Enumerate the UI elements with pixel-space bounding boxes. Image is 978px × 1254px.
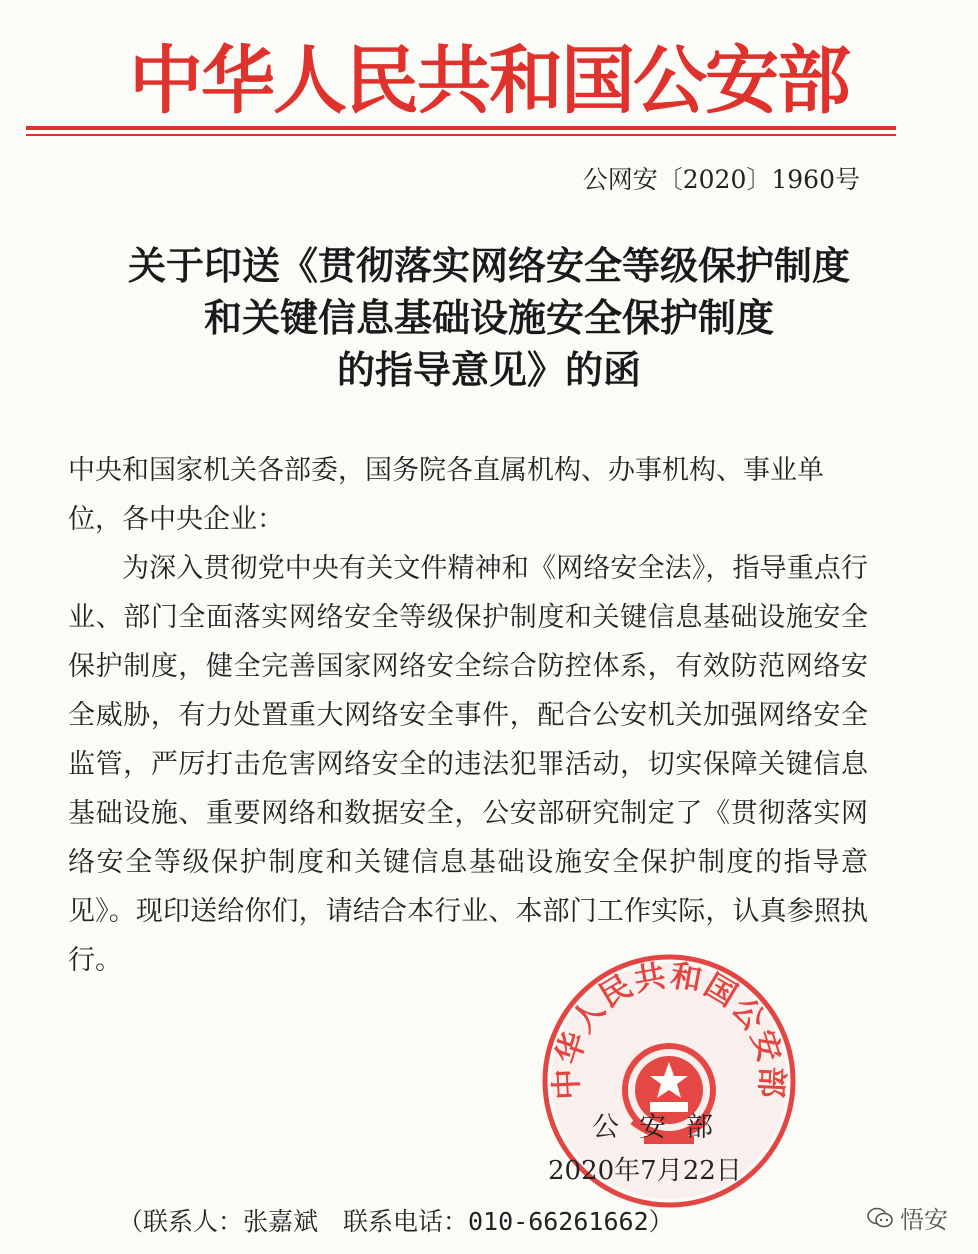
document-body: [68, 446, 868, 985]
letterhead-rule-thick: [26, 126, 896, 130]
body-paragraph: 为深入贯彻党中央有关文件精神和《网络安全法》，指导重点行业、部门全面落实网络安全等级保护制度和关键信息基础设施安全保护制度，健全完善国家网络安全综合防控体系，有效防范网络安全威胁，有力处置重大网络安全事件，配合公安机关加强网络安全监管，严厉打击危害网络安全的违法犯罪活动，切实保障关键信息基础设施、重要网络和数据安全，公安部研究制定了《贯彻落实网络安全等级保护制度和关键信息基础设施安全保护制度的指导意见》。现印送给你们，请结合本行业、本部门工作实际，认真参照执行。: [68, 553, 868, 976]
signature-date: 2020年7月22日: [548, 1156, 742, 1186]
watermark-text: 悟安: [900, 1206, 948, 1234]
letterhead-rule-thin: [26, 134, 896, 136]
addressee: 中央和国家机关各部委，国务院各直属机构、办事机构、事业单位，各中央企业：: [68, 455, 824, 535]
wechat-chat-icon: [866, 1206, 894, 1230]
seal-text: 中华人民共和国公安部: [548, 957, 790, 1101]
document-number: 公网安〔2020〕1960号: [582, 165, 860, 194]
title-line-2: 和关键信息基础设施安全保护制度: [203, 296, 774, 340]
letterhead-title: 中华人民共和国公安部: [129, 38, 849, 124]
watermark: [866, 1200, 948, 1235]
document-title: [40, 240, 938, 396]
title-line-3: 的指导意见》的函: [336, 348, 641, 392]
signature-organization: 公安部: [592, 1112, 733, 1143]
contact-line: （联系人：张嘉斌 联系电话：010-66261662）: [118, 1207, 674, 1236]
title-line-1: 关于印送《贯彻落实网络安全等级保护制度: [127, 244, 850, 288]
